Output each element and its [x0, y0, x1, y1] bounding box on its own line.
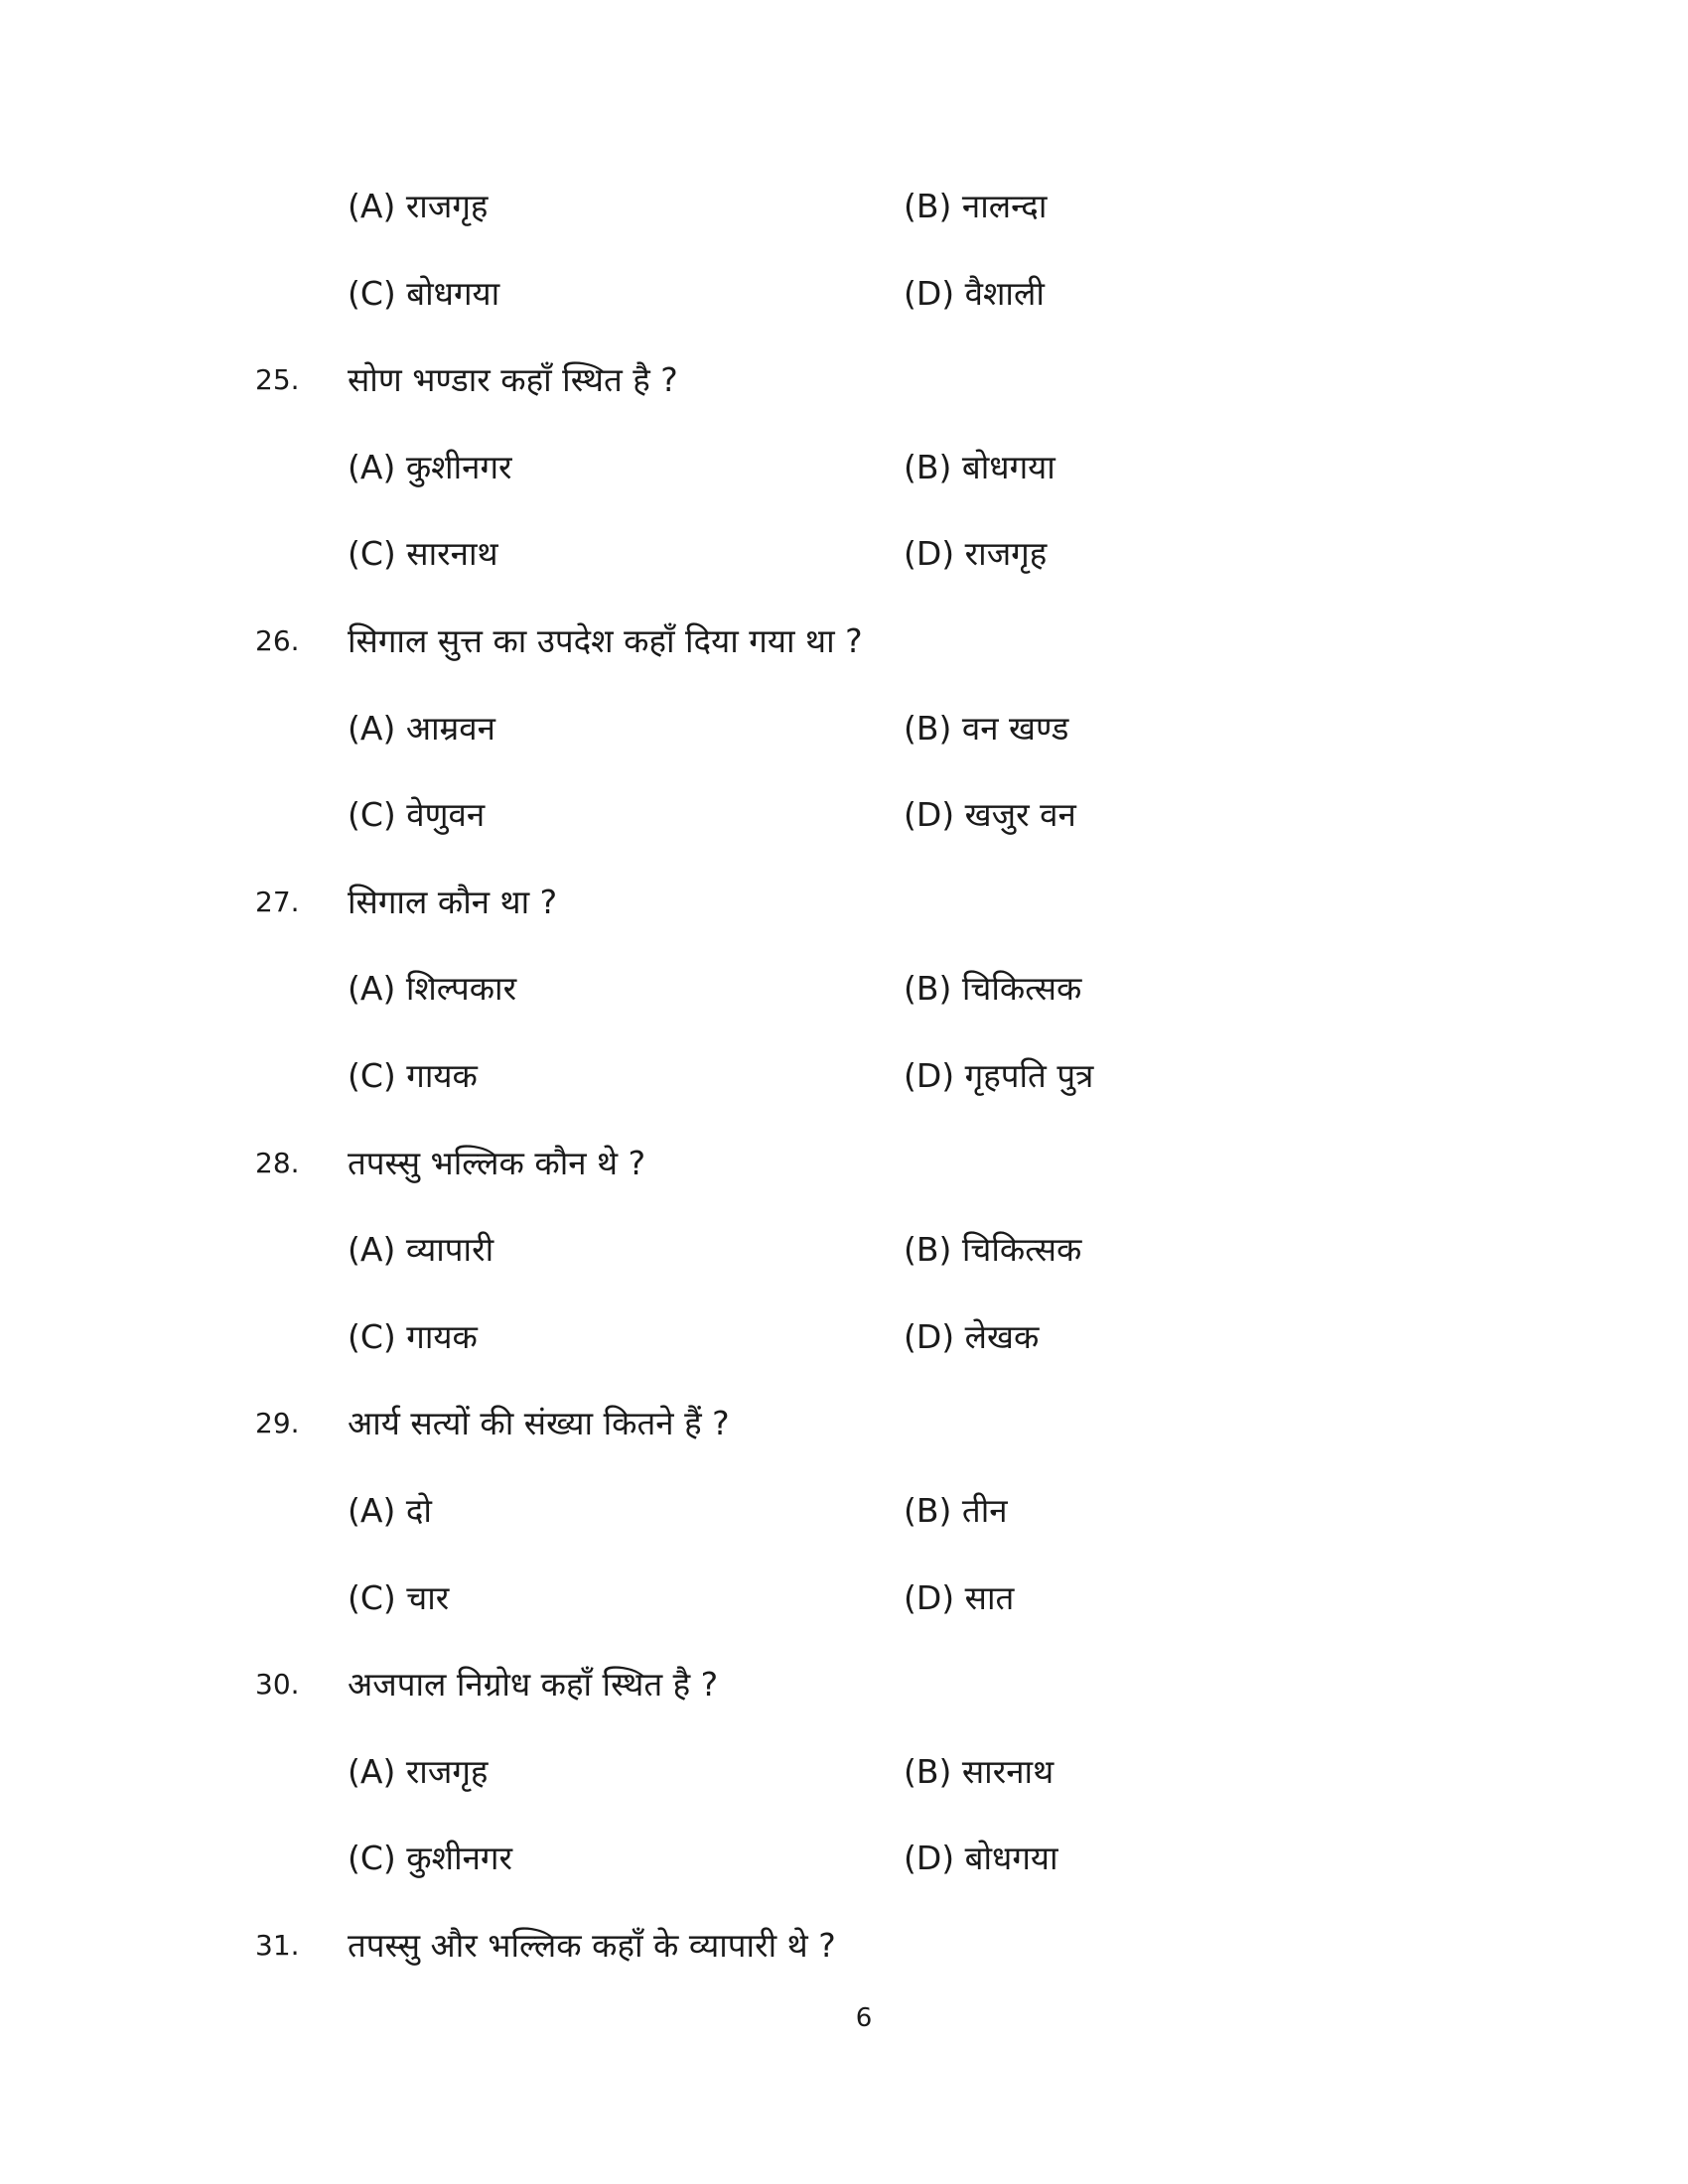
question-number: 25.: [255, 363, 300, 397]
options-row: [0, 1834, 1688, 1883]
option-left: (A) दो: [348, 1491, 432, 1530]
question-number: 30.: [255, 1668, 300, 1702]
option-right: (D) खजुर वन: [904, 795, 1076, 835]
question-number: 28.: [255, 1146, 300, 1179]
option-right: (D) बोधगया: [904, 1839, 1058, 1878]
option-left: (C) गायक: [348, 1056, 478, 1095]
question-text: सोण भण्डार कहाँ स्थित है ?: [348, 360, 678, 400]
option-right: (D) गृहपति पुत्र: [904, 1056, 1094, 1095]
option-right: (B) सारनाथ: [904, 1751, 1055, 1791]
option-left: (A) राजगृह: [348, 1751, 489, 1791]
option-right: (D) वैशाली: [904, 273, 1045, 313]
options-row: [0, 182, 1688, 231]
options-row: [0, 1225, 1688, 1275]
question-row: [0, 878, 1688, 927]
options-row: [0, 529, 1688, 579]
question-row: [0, 616, 1688, 666]
question-row: [0, 355, 1688, 405]
question-row: [0, 1660, 1688, 1709]
option-right: (B) वन खण्ड: [904, 708, 1069, 748]
options-row: [0, 704, 1688, 753]
options-row: [0, 790, 1688, 840]
options-row: [0, 1573, 1688, 1623]
option-left: (C) चार: [348, 1577, 450, 1617]
question-text: आर्य सत्यों की संख्या कितने हैं ?: [348, 1404, 730, 1443]
question-number: 31.: [255, 1929, 300, 1962]
options-row: [0, 269, 1688, 319]
option-left: (C) गायक: [348, 1316, 478, 1356]
page-number: 6: [855, 2003, 873, 2033]
question-row: [0, 1921, 1688, 1971]
question-text: सिगाल कौन था ?: [348, 882, 558, 921]
question-number: 26.: [255, 624, 300, 657]
question-text: अजपाल निग्रोध कहाँ स्थित है ?: [348, 1665, 719, 1705]
option-right: (D) सात: [904, 1577, 1015, 1617]
option-left: (C) बोधगया: [348, 273, 500, 313]
options-row: [0, 1747, 1688, 1797]
options-row: [0, 443, 1688, 492]
option-left: (C) वेणुवन: [348, 795, 486, 835]
options-row: [0, 964, 1688, 1014]
option-left: (A) कुशीनगर: [348, 447, 512, 486]
question-row: [0, 1399, 1688, 1448]
option-right: (B) तीन: [904, 1491, 1008, 1530]
question-row: [0, 1139, 1688, 1188]
options-row: [0, 1051, 1688, 1101]
question-number: 29.: [255, 1407, 300, 1440]
option-right: (D) लेखक: [904, 1316, 1040, 1356]
options-row: [0, 1486, 1688, 1536]
option-left: (A) शिल्पकार: [348, 969, 517, 1009]
question-text: सिगाल सुत्त का उपदेश कहाँ दिया गया था ?: [348, 621, 863, 660]
option-left: (A) आम्रवन: [348, 708, 495, 748]
option-left: (A) व्यापारी: [348, 1230, 494, 1270]
question-number: 27.: [255, 885, 300, 918]
question-text: तपस्सु भल्लिक कौन थे ?: [348, 1143, 646, 1182]
option-right: (B) चिकित्सक: [904, 969, 1082, 1009]
question-text: तपस्सु और भल्लिक कहाँ के व्यापारी थे ?: [348, 1926, 836, 1965]
option-right: (B) नालन्दा: [904, 187, 1048, 225]
option-left: (C) कुशीनगर: [348, 1839, 513, 1878]
option-right: (D) राजगृह: [904, 534, 1048, 574]
option-right: (B) चिकित्सक: [904, 1230, 1082, 1270]
option-left: (C) सारनाथ: [348, 534, 498, 574]
option-left: (A) राजगृह: [348, 187, 489, 225]
option-right: (B) बोधगया: [904, 447, 1055, 486]
options-row: [0, 1312, 1688, 1362]
